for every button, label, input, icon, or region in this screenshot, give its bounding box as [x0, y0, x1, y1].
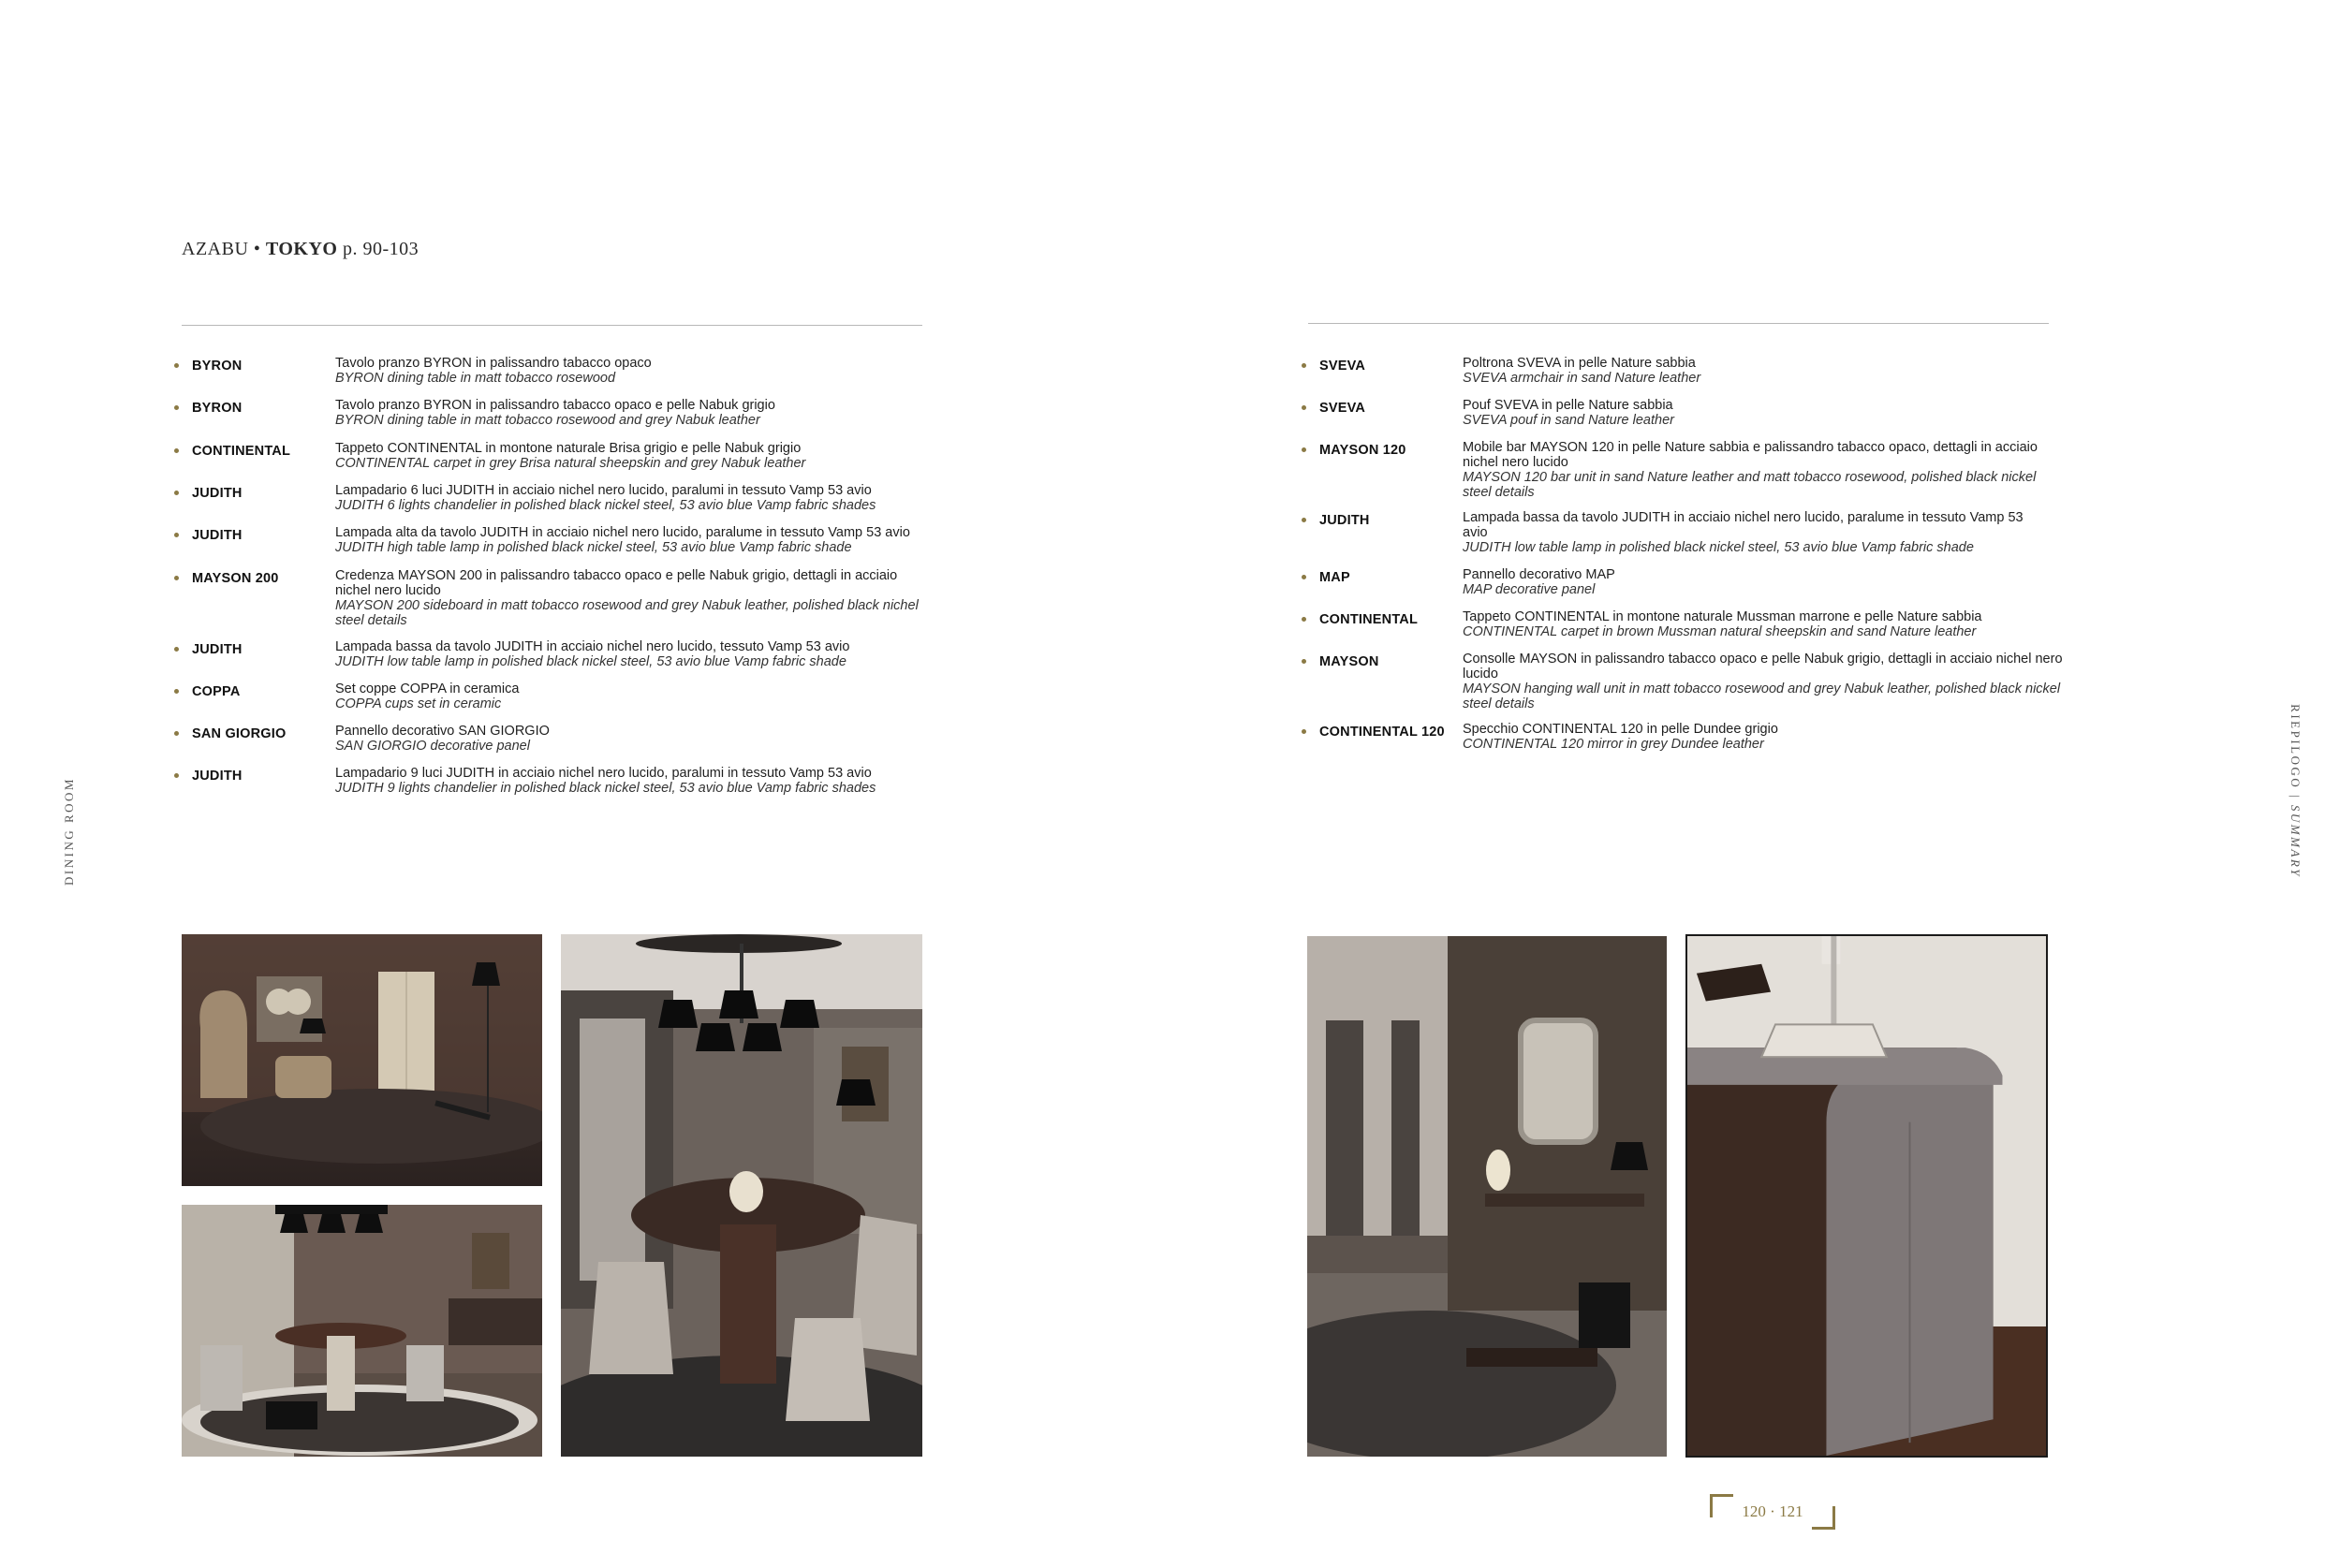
item-desc-it: Mobile bar MAYSON 120 in pelle Nature sabbia e palissandro tabacco opaco, dettagli in acciaio nichel nero lucido: [1463, 440, 2038, 470]
item-desc-en: MAYSON hanging wall unit in matt tobacco rosewood and grey Nabuk leather, polished black nickel steel details: [1463, 681, 2061, 711]
item-name: MAYSON 200: [192, 571, 279, 586]
item-desc-it: Credenza MAYSON 200 in palissandro tabacco opaco e pelle Nabuk grigio, dettagli in acciaio nichel nero lucido: [335, 568, 898, 598]
bullet-icon: [1302, 518, 1306, 522]
item-name: MAYSON 120: [1319, 443, 1406, 458]
side-label-b: SUMMARY: [2288, 804, 2303, 878]
item-description: [1463, 652, 2081, 711]
item-description: [1463, 440, 2067, 500]
item-desc-it: Lampadario 9 luci JUDITH in acciaio nichel nero lucido, paralumi in tessuto Vamp 53 avio: [335, 766, 872, 781]
item-desc-it: Lampada bassa da tavolo JUDITH in acciaio nichel nero lucido, paralume in tessuto Vamp 53 avio: [1463, 510, 2024, 540]
item-desc-it: Tappeto CONTINENTAL in montone naturale Brisa grigio e pelle Nabuk grigio: [335, 441, 802, 456]
item-name: JUDITH: [1319, 513, 1370, 528]
item-desc-en: SAN GIORGIO decorative panel: [335, 739, 530, 754]
item-name: MAYSON: [1319, 654, 1379, 669]
item-description: [335, 398, 939, 428]
item-description: [335, 356, 939, 386]
item-name: CONTINENTAL 120: [1319, 725, 1445, 740]
divider-left: [182, 325, 922, 326]
item-description: [335, 639, 939, 669]
item-name: SVEVA: [1319, 401, 1366, 416]
bullet-icon: [174, 576, 179, 580]
photo-bar-unit-detail: [1685, 934, 2048, 1458]
item-name: BYRON: [192, 401, 243, 416]
item-name: JUDITH: [192, 528, 243, 543]
item-desc-it: Pannello decorativo MAP: [1463, 567, 1615, 582]
item-desc-it: Lampada bassa da tavolo JUDITH in acciaio nichel nero lucido, tessuto Vamp 53 avio: [335, 639, 850, 654]
item-desc-en: CONTINENTAL carpet in grey Brisa natural sheepskin and grey Nabuk leather: [335, 456, 806, 471]
item-name: JUDITH: [192, 642, 243, 657]
item-desc-it: Tavolo pranzo BYRON in palissandro tabacco opaco: [335, 356, 652, 371]
item-desc-en: SVEVA armchair in sand Nature leather: [1463, 371, 1701, 386]
item-name: BYRON: [192, 359, 243, 374]
bullet-icon: [174, 773, 179, 778]
bullet-icon: [1302, 659, 1306, 664]
page-number: [1710, 1494, 1835, 1530]
item-desc-en: SVEVA pouf in sand Nature leather: [1463, 413, 1674, 428]
side-label-summary: [2288, 704, 2303, 878]
bullet-icon: [174, 731, 179, 736]
item-desc-it: Set coppe COPPA in ceramica: [335, 681, 520, 696]
item-name: CONTINENTAL: [192, 444, 291, 459]
item-desc-it: Poltrona SVEVA in pelle Nature sabbia: [1463, 356, 1696, 371]
item-desc-en: JUDITH 6 lights chandelier in polished black nickel steel, 53 avio blue Vamp fabric shades: [335, 498, 876, 513]
item-desc-en: CONTINENTAL carpet in brown Mussman natural sheepskin and sand Nature leather: [1463, 624, 1977, 639]
item-name: CONTINENTAL: [1319, 612, 1419, 627]
item-name: JUDITH: [192, 486, 243, 501]
item-desc-en: CONTINENTAL 120 mirror in grey Dundee leather: [1463, 737, 1764, 752]
item-desc-it: Lampada alta da tavolo JUDITH in acciaio nichel nero lucido, paralume in tessuto Vamp 53 avio: [335, 525, 910, 540]
title-bold: TOKYO: [265, 239, 338, 259]
bullet-icon: [1302, 363, 1306, 368]
item-description: [1463, 609, 2067, 639]
item-desc-en: JUDITH high table lamp in polished black nickel steel, 53 avio blue Vamp fabric shade: [335, 540, 852, 555]
item-desc-it: Pouf SVEVA in pelle Nature sabbia: [1463, 398, 1673, 413]
item-description: [1463, 510, 2024, 555]
item-description: [1463, 567, 2067, 597]
item-description: [335, 441, 939, 471]
bullet-icon: [174, 533, 179, 537]
item-description: [335, 483, 939, 513]
bullet-icon: [1302, 575, 1306, 579]
item-desc-it: Specchio CONTINENTAL 120 in pelle Dundee grigio: [1463, 722, 1778, 737]
photo-dining-room-chandelier: [561, 934, 922, 1457]
item-description: [335, 681, 939, 711]
item-description: [335, 724, 939, 754]
item-description: [1463, 356, 2067, 386]
bullet-icon: [174, 448, 179, 453]
title-prefix: AZABU •: [182, 239, 266, 259]
item-name: COPPA: [192, 684, 241, 699]
item-name: SAN GIORGIO: [192, 726, 287, 741]
item-desc-it: Consolle MAYSON in palissandro tabacco opaco e pelle Nabuk grigio, dettagli in acciaio nichel nero lucido: [1463, 652, 2063, 681]
page-number-text: 120 · 121: [1742, 1502, 1803, 1520]
photo-mirror-console: [1307, 936, 1667, 1457]
item-desc-en: BYRON dining table in matt tobacco rosewood and grey Nabuk leather: [335, 413, 760, 428]
item-description: [1463, 722, 2067, 752]
bullet-icon: [174, 491, 179, 495]
item-desc-en: MAYSON 200 sideboard in matt tobacco rosewood and grey Nabuk leather, polished black nichel steel details: [335, 598, 919, 628]
item-desc-it: Pannello decorativo SAN GIORGIO: [335, 724, 550, 739]
item-desc-en: COPPA cups set in ceramic: [335, 696, 502, 711]
section-title: [182, 239, 419, 260]
item-name: SVEVA: [1319, 359, 1366, 374]
bullet-icon: [1302, 405, 1306, 410]
photo-round-table-chairs: [182, 1205, 542, 1457]
bullet-icon: [1302, 617, 1306, 622]
bullet-icon: [174, 363, 179, 368]
title-pages: p. 90-103: [337, 239, 419, 259]
item-desc-en: JUDITH low table lamp in polished black nickel steel, 53 avio blue Vamp fabric shade: [1463, 540, 1974, 555]
item-desc-en: JUDITH low table lamp in polished black nickel steel, 53 avio blue Vamp fabric shade: [335, 654, 846, 669]
item-description: [335, 766, 939, 796]
item-desc-en: JUDITH 9 lights chandelier in polished black nickel steel, 53 avio blue Vamp fabric shades: [335, 781, 876, 796]
side-label-a: RIEPILOGO |: [2288, 704, 2303, 805]
item-desc-en: BYRON dining table in matt tobacco rosewood: [335, 371, 616, 386]
item-description: [335, 568, 920, 628]
bullet-icon: [174, 647, 179, 652]
item-desc-en: MAYSON 120 bar unit in sand Nature leather and matt tobacco rosewood, polished black nickel steel details: [1463, 470, 2037, 500]
divider-right: [1308, 323, 2049, 324]
item-desc-en: MAP decorative panel: [1463, 582, 1596, 597]
item-description: [1463, 398, 2067, 428]
item-desc-it: Tappeto CONTINENTAL in montone naturale Mussman marrone e pelle Nature sabbia: [1463, 609, 1982, 624]
photo-armchair-sideboard: [182, 934, 542, 1186]
item-desc-it: Tavolo pranzo BYRON in palissandro tabacco opaco e pelle Nabuk grigio: [335, 398, 775, 413]
bullet-icon: [174, 689, 179, 694]
item-desc-it: Lampadario 6 luci JUDITH in acciaio nichel nero lucido, paralumi in tessuto Vamp 53 avio: [335, 483, 872, 498]
side-label-dining-room: DINING ROOM: [62, 777, 76, 886]
item-name: MAP: [1319, 570, 1350, 585]
bullet-icon: [174, 405, 179, 410]
bullet-icon: [1302, 729, 1306, 734]
item-name: JUDITH: [192, 769, 243, 784]
bullet-icon: [1302, 447, 1306, 452]
item-description: [335, 525, 939, 555]
